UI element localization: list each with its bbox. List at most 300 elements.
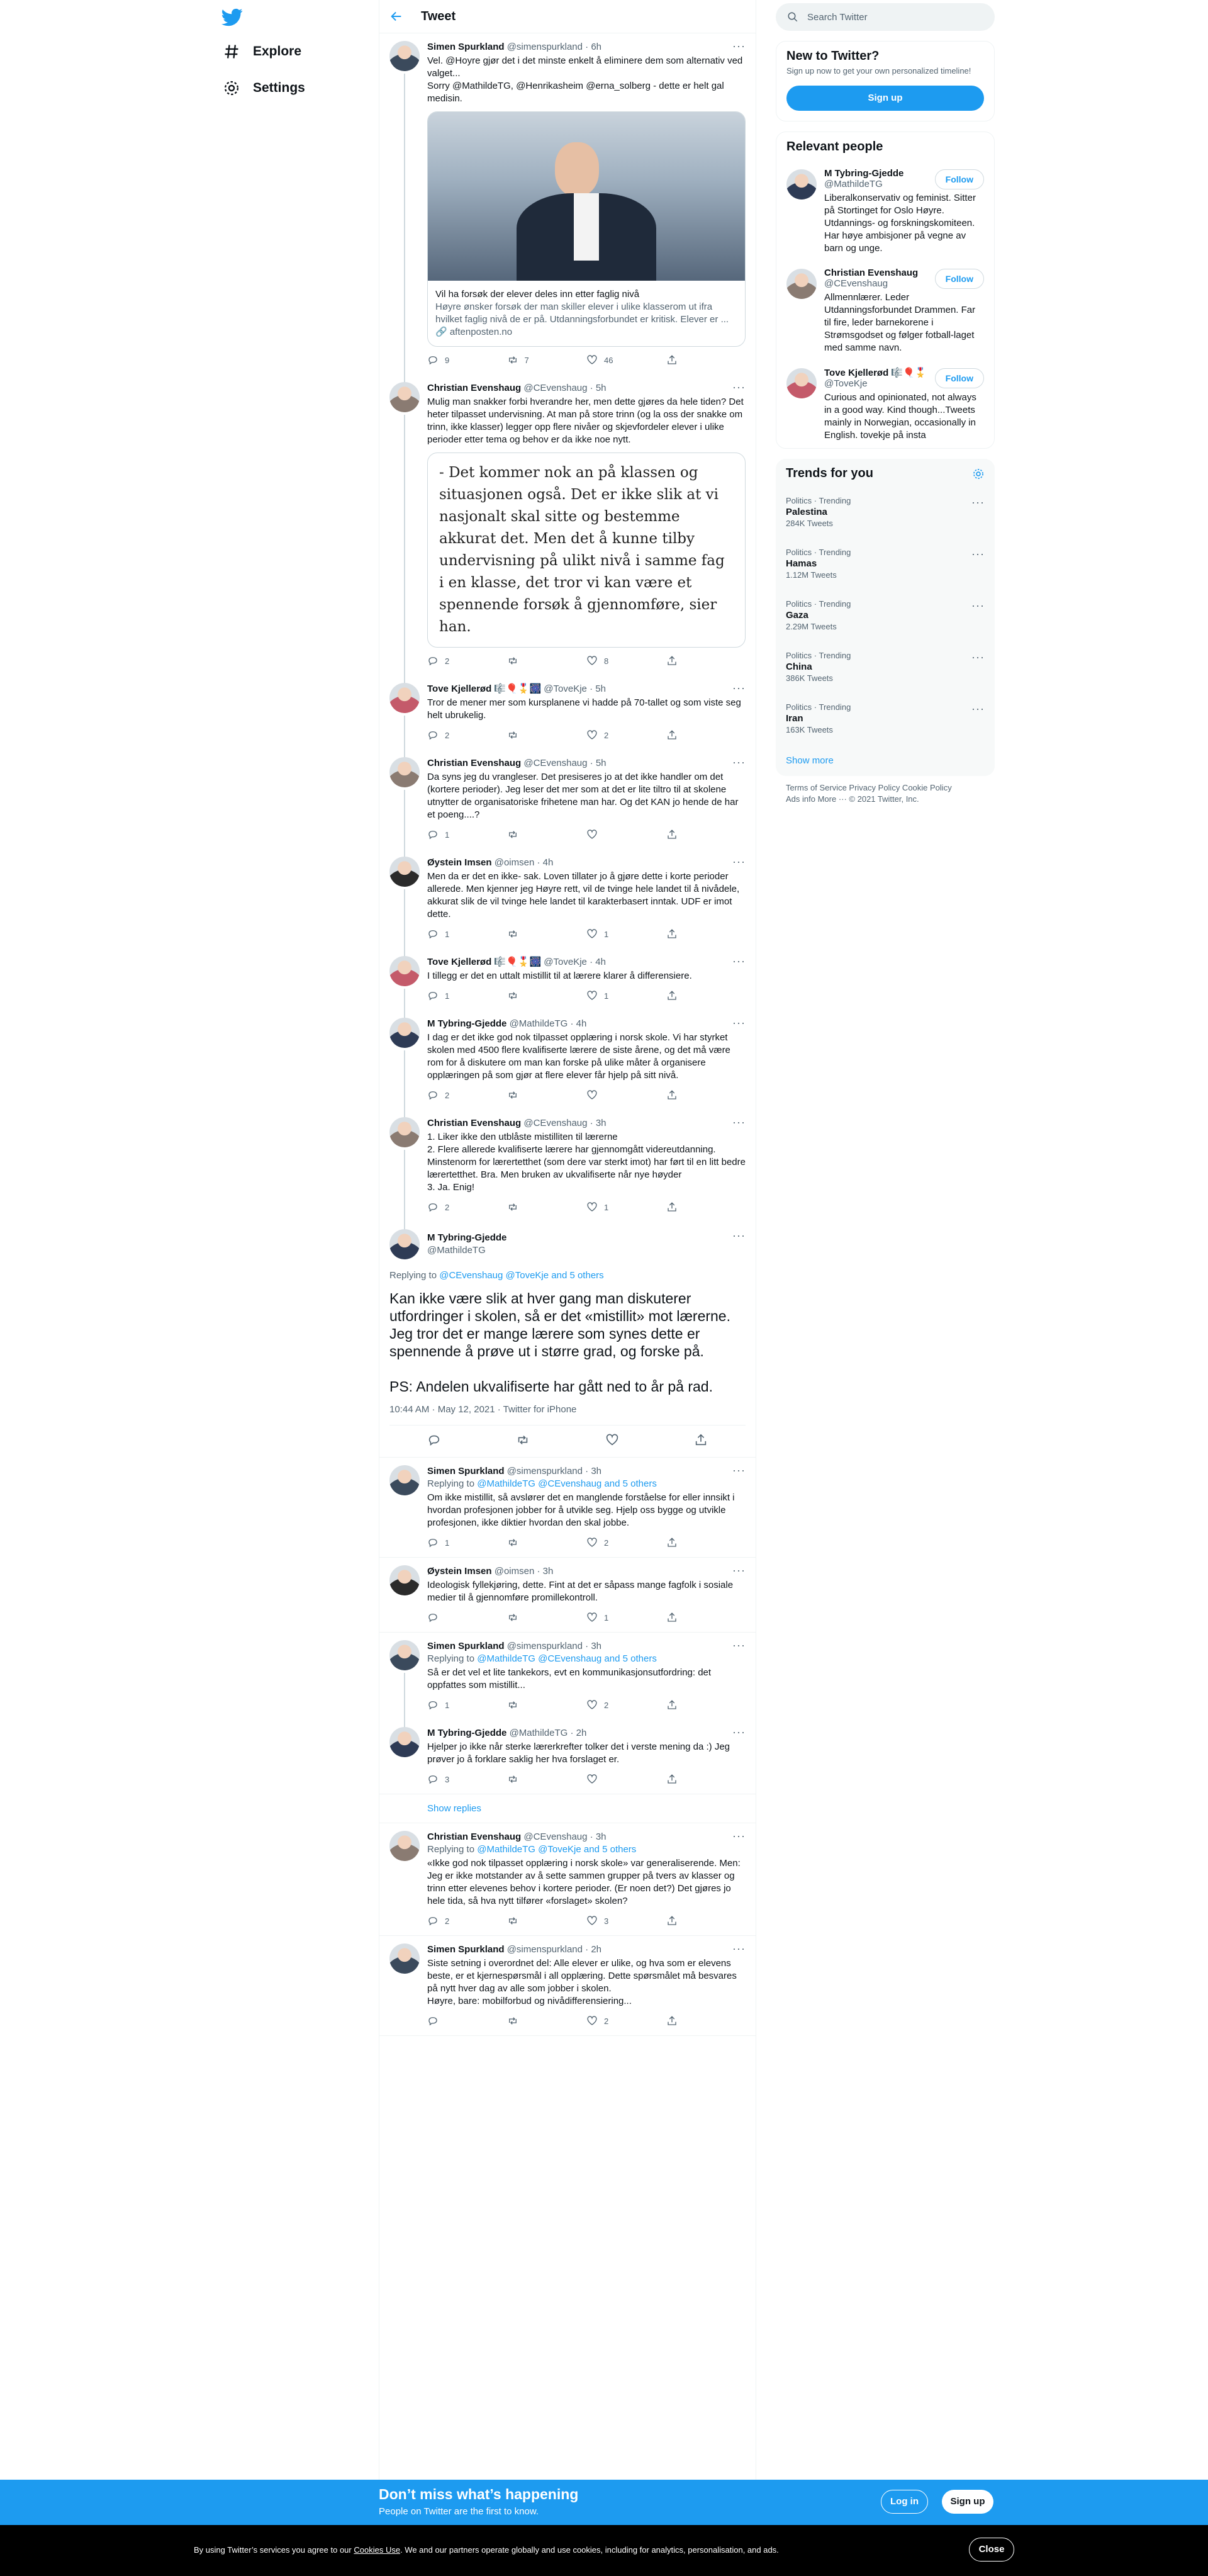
like-button[interactable] xyxy=(586,1201,666,1213)
relevant-people-box xyxy=(776,132,995,449)
like-count: 3 xyxy=(604,1916,609,1926)
retweet-button[interactable] xyxy=(507,655,587,666)
person-bio: Liberalkonservativ og feminist. Sitter på Stortinget for Oslo Høyre. Utdannings- og forskningskomiteen. Har høye ambisjoner på vegne av barn og unge. xyxy=(824,193,976,254)
retweet-icon xyxy=(507,1612,518,1623)
reply-count: 2 xyxy=(445,730,450,740)
replying-to: Replying to @CEvenshaug @ToveKje and 5 others xyxy=(389,1270,604,1281)
tweet-actions xyxy=(427,1607,746,1628)
gear-icon xyxy=(223,79,240,97)
reply-button[interactable] xyxy=(427,829,507,840)
tweet-time[interactable]: · 3h xyxy=(590,1118,607,1128)
share-button[interactable] xyxy=(666,729,746,741)
reply-icon xyxy=(427,1699,439,1711)
retweet-button[interactable] xyxy=(507,928,587,940)
share-button[interactable] xyxy=(666,2015,746,2027)
header xyxy=(379,0,756,33)
retweet-icon xyxy=(507,1774,518,1785)
like-button[interactable] xyxy=(586,1915,666,1926)
relevant-person[interactable] xyxy=(776,361,994,448)
like-icon xyxy=(586,928,598,940)
nav-settings[interactable] xyxy=(214,72,365,104)
nav-explore[interactable] xyxy=(214,35,365,68)
reply-count: 1 xyxy=(445,991,450,1001)
tweet-actions xyxy=(427,824,746,845)
like-icon xyxy=(586,729,598,741)
more-icon[interactable]: ··· xyxy=(732,40,746,52)
retweet-icon xyxy=(507,354,518,366)
reply-count: 2 xyxy=(445,1202,450,1212)
retweet-button[interactable] xyxy=(507,1915,587,1926)
person-name[interactable]: M Tybring-Gjedde xyxy=(824,168,904,179)
avatar[interactable] xyxy=(389,1229,420,1259)
share-button[interactable] xyxy=(666,1089,746,1101)
share-button[interactable] xyxy=(666,928,746,940)
link-card[interactable] xyxy=(427,111,746,347)
tweet-handle: @simenspurkland xyxy=(506,1466,583,1476)
nav-settings-label: Settings xyxy=(253,81,305,95)
tweet[interactable] xyxy=(379,1010,756,1110)
like-icon xyxy=(586,990,598,1001)
cookie-link[interactable]: Cookies Use xyxy=(354,2545,401,2555)
more-icon[interactable]: ··· xyxy=(732,855,746,868)
tweet-author[interactable]: Simen Spurkland xyxy=(427,42,505,52)
reply-button[interactable] xyxy=(427,928,507,940)
reply-button[interactable] xyxy=(427,729,507,741)
tweet-author[interactable]: Christian Evenshaug xyxy=(427,758,522,768)
trend-count: 1.12M Tweets xyxy=(786,570,837,580)
tweet-handle: @ToveKje xyxy=(544,683,587,694)
trend-name: Gaza xyxy=(786,610,808,621)
tweet-text: 1. Liker ikke den utblåste mistilliten til lærerne 2. Flere allerede kvalifiserte lærere har gjennomgått videreutdanning. Minstenorm for lærertetthet (som dere var sterkt imot) har ført til en litt bedre lærertetthet. Bra. Men bruken av ukvalifiserte når nye høyder 3. Ja. Enig! xyxy=(427,1132,746,1193)
tweet-text: I tillegg er det en uttalt mistillit til at lærere klarer å differensiere. xyxy=(427,970,692,981)
more-icon[interactable]: ··· xyxy=(732,381,746,393)
avatar[interactable] xyxy=(389,857,420,887)
share-button[interactable] xyxy=(666,829,746,840)
replying-to: Replying to @MathildeTG @ToveKje and 5 others xyxy=(427,1844,637,1855)
tweet-author[interactable]: Øystein Imsen xyxy=(427,857,492,868)
show-replies-link[interactable]: Show replies xyxy=(379,1794,756,1823)
share-button[interactable] xyxy=(666,655,746,666)
tweet-handle: @CEvenshaug xyxy=(523,758,588,768)
share-button[interactable] xyxy=(666,990,746,1001)
retweet-button[interactable] xyxy=(507,1201,587,1213)
more-icon[interactable]: ··· xyxy=(732,1942,746,1955)
reply-count: 1 xyxy=(445,1700,450,1710)
person-handle: @MathildeTG xyxy=(824,179,883,189)
like-icon xyxy=(586,1537,598,1548)
reply-icon xyxy=(427,1089,439,1101)
settings-gear-icon[interactable] xyxy=(972,468,985,480)
like-button[interactable] xyxy=(586,1537,666,1548)
follow-button[interactable]: Follow xyxy=(935,169,984,189)
reply-button[interactable] xyxy=(427,354,507,366)
tweet-time[interactable]: · 3h xyxy=(585,1466,602,1476)
trends-box xyxy=(776,459,995,776)
reply-count: 3 xyxy=(445,1774,450,1784)
tweet-actions xyxy=(427,650,746,672)
tweet-actions xyxy=(427,1910,746,1932)
thread-line xyxy=(404,889,405,957)
avatar[interactable] xyxy=(389,1018,420,1048)
like-count: 2 xyxy=(604,1700,609,1710)
reply-button[interactable] xyxy=(427,1089,507,1101)
avatar[interactable] xyxy=(389,1465,420,1495)
follow-button[interactable]: Follow xyxy=(935,269,984,289)
like-count: 1 xyxy=(604,929,609,939)
avatar[interactable] xyxy=(389,1640,420,1670)
retweet-button[interactable] xyxy=(507,729,587,741)
main-like-button[interactable] xyxy=(605,1433,619,1450)
more-icon[interactable]: ··· xyxy=(732,1016,746,1029)
like-button[interactable] xyxy=(586,655,666,666)
reply-icon xyxy=(427,829,439,840)
reply-button[interactable] xyxy=(427,1774,507,1785)
share-button[interactable] xyxy=(666,1915,746,1926)
reply-button[interactable] xyxy=(427,1537,507,1548)
share-icon xyxy=(694,1433,708,1447)
reply-count: 9 xyxy=(445,355,450,365)
tweet-author[interactable]: Simen Spurkland xyxy=(427,1641,505,1651)
more-icon[interactable]: ··· xyxy=(971,496,985,509)
like-count: 2 xyxy=(604,2016,609,2026)
card-title: Vil ha forsøk der elever deles inn etter faglig nivå xyxy=(435,289,640,300)
tweet-text: «Ikke god nok tilpasset opplæring i norsk skole» var generaliserende. Men: Jeg er ikke motstander av å sette sammen grupper på tvers av klasser og trinn etter elevenes behov i kortere perioder. (Er noen det?) Det gjøres jo hele tida, så hva nytt tilfører «forslaget» skolen? xyxy=(427,1858,741,1906)
more-icon[interactable]: ··· xyxy=(732,955,746,967)
follow-button[interactable]: Follow xyxy=(935,368,984,388)
retweet-icon xyxy=(507,1201,518,1213)
cookie-close-button[interactable]: Close xyxy=(969,2538,1014,2562)
tweet-text: Hjelper jo ikke når sterke lærerkrefter tolker det i verste mening da :) Jeg prøver jo å forklare saklig her hva forslaget er. xyxy=(427,1741,730,1765)
person-name[interactable]: Tove Kjellerød 🎼🎈🎖️ xyxy=(824,368,927,378)
more-icon[interactable]: ··· xyxy=(732,1229,746,1242)
like-button[interactable] xyxy=(586,354,666,366)
trend-count: 163K Tweets xyxy=(786,725,833,734)
more-icon[interactable]: ··· xyxy=(732,1639,746,1651)
like-icon xyxy=(586,2015,598,2027)
tweet[interactable] xyxy=(379,675,756,750)
trend-item[interactable] xyxy=(776,488,995,540)
like-button[interactable] xyxy=(586,928,666,940)
main-share-button[interactable] xyxy=(694,1433,708,1450)
replying-to: Replying to @MathildeTG @CEvenshaug and 5 others xyxy=(427,1653,657,1664)
tweet[interactable] xyxy=(379,948,756,1010)
retweet-button[interactable] xyxy=(507,1612,587,1623)
tweet-actions xyxy=(427,985,746,1006)
more-icon[interactable]: ··· xyxy=(732,682,746,694)
avatar[interactable] xyxy=(389,382,420,412)
avatar[interactable] xyxy=(389,1565,420,1595)
replying-to-link[interactable]: @MathildeTG @ToveKje and 5 others xyxy=(477,1844,637,1855)
tweet-actions xyxy=(427,1084,746,1106)
sidebar-signup-button[interactable]: Sign up xyxy=(786,86,984,111)
share-button[interactable] xyxy=(666,1612,746,1623)
main-retweet-button[interactable] xyxy=(516,1433,530,1450)
like-button[interactable] xyxy=(586,1699,666,1711)
share-icon xyxy=(666,1915,678,1926)
reply-button[interactable] xyxy=(427,1612,507,1623)
share-button[interactable] xyxy=(666,1774,746,1785)
retweet-icon xyxy=(516,1433,530,1447)
tweet-actions xyxy=(427,1532,746,1553)
reply-icon xyxy=(427,354,439,366)
like-icon xyxy=(586,354,598,366)
reply-button[interactable] xyxy=(427,1699,507,1711)
share-icon xyxy=(666,655,678,666)
share-icon xyxy=(666,2015,678,2027)
retweet-icon xyxy=(507,1089,518,1101)
avatar[interactable] xyxy=(389,1831,420,1861)
tweet-text: Da syns jeg du vrangleser. Det presiseres jo at det ikke handler om det (kortere perioder). Jeg leser det mer som at det er lite tiltro til at skolene utnytter de organisatoriske frihetene man har. Og det KAN jo hende de har et poeng....? xyxy=(427,772,739,820)
more-icon[interactable]: ··· xyxy=(732,1830,746,1842)
like-button[interactable] xyxy=(586,1089,666,1101)
replying-to-link[interactable]: @MathildeTG @CEvenshaug and 5 others xyxy=(477,1478,657,1489)
tweet-handle: @oimsen xyxy=(494,1566,535,1577)
back-arrow-icon[interactable] xyxy=(389,9,403,23)
tweet-text: Ideologisk fyllekjøring, dette. Fint at det er såpass mange fagfolk i sosiale medier til å gjennomføre promillekontroll. xyxy=(427,1580,734,1603)
tweet[interactable] xyxy=(379,33,756,374)
tweet-actions xyxy=(427,1769,746,1790)
share-icon xyxy=(666,928,678,940)
tweet-author[interactable]: Christian Evenshaug xyxy=(427,1118,522,1128)
trend-name: Iran xyxy=(786,713,803,724)
retweet-button[interactable] xyxy=(507,1089,587,1101)
trend-category: Politics · Trending xyxy=(786,496,851,505)
share-icon xyxy=(666,990,678,1001)
more-icon[interactable]: ··· xyxy=(971,702,985,715)
reply-button[interactable] xyxy=(427,655,507,666)
reply-tweet[interactable] xyxy=(379,1823,756,1936)
reply-count: 1 xyxy=(445,929,450,939)
tweet-time[interactable]: · 4h xyxy=(537,857,554,868)
tweet-actions xyxy=(427,1694,746,1716)
more-icon[interactable]: ··· xyxy=(732,1564,746,1577)
search-placeholder: Search Twitter xyxy=(807,11,868,23)
quote-image[interactable]: - Det kommer nok an på klassen og situasjonen også. Det er ikke slik at vi nasjonalt skal sitte og bestemme akkurat det. Men det å kunne tilby undervisning på ulikt nivå i samme fag i en klasse, det tror vi kan være et spennende forsøk å gjennomføre, sier han. xyxy=(427,453,746,648)
share-button[interactable] xyxy=(666,1201,746,1213)
reply-icon xyxy=(427,1774,439,1785)
avatar[interactable] xyxy=(786,169,817,200)
tweet-time[interactable]: · 2h xyxy=(585,1944,602,1955)
like-icon xyxy=(586,1612,598,1623)
retweet-button[interactable] xyxy=(507,1774,587,1785)
like-icon xyxy=(586,1699,598,1711)
avatar[interactable] xyxy=(389,1117,420,1147)
tweet-handle: @CEvenshaug xyxy=(523,1831,588,1842)
person-bio: Curious and opinionated, not always in a good way. Kind though...Tweets mainly in Norwegian, occasionally in English. tovekje på insta xyxy=(824,392,976,441)
retweet-icon xyxy=(507,928,518,940)
retweet-button[interactable] xyxy=(507,990,587,1001)
tweet-time[interactable]: · 4h xyxy=(570,1018,587,1029)
tweet-time[interactable]: · 2h xyxy=(570,1728,587,1738)
tweet-author[interactable]: Christian Evenshaug xyxy=(427,1831,522,1842)
reply-tweet[interactable] xyxy=(379,1558,756,1633)
tweet-text: Vel. @Hoyre gjør det i det minste enkelt å eliminere dem som alternativ ved valget... Sorry @MathildeTG, @Henrikasheim @erna_solberg - dette er helt gal medisin. xyxy=(427,55,743,104)
trend-item[interactable] xyxy=(776,695,995,746)
share-icon xyxy=(666,1089,678,1101)
tweet-text: Om ikke mistillit, så avslører det en manglende forståelse for eller innsikt i hvordan profesjonen jobber for å utvikle seg. Hjelp oss bygge og utvikle profesjonen, ikke diktier hvordan den skal jobbe. xyxy=(427,1492,735,1528)
reply-count: 1 xyxy=(445,1538,450,1548)
tweet-text: Siste setning i overordnet del: Alle elever er ulike, og hva som er elevens beste, er et kjernespørsmål i all opplæring. Dette spørsmålet må besvares på nytt hver dag av alle som jobber i skolen. Høyre, bare: mobilforbud og nivådifferensiering... xyxy=(427,1958,737,2006)
cookie-text: By using Twitter’s services you agree to our Cookies Use. We and our partners operate globally and use cookies, including for analytics, personalisation, and ads. xyxy=(194,2545,779,2555)
thread-line xyxy=(404,790,405,858)
reply-icon xyxy=(427,2015,439,2027)
tweet-time[interactable]: · 3h xyxy=(590,1831,607,1842)
avatar[interactable] xyxy=(786,269,817,299)
retweet-button[interactable] xyxy=(507,2015,587,2027)
trend-name: Palestina xyxy=(786,507,827,517)
reply-button[interactable] xyxy=(427,2015,507,2027)
tweet-actions xyxy=(427,2010,746,2032)
tweet-author[interactable]: M Tybring-Gjedde xyxy=(427,1018,507,1029)
card-domain: 🔗 aftenposten.no xyxy=(435,327,513,337)
banner-subtitle: People on Twitter are the first to know. xyxy=(379,2506,539,2517)
page-title: Tweet xyxy=(421,9,456,23)
more-icon[interactable]: ··· xyxy=(732,1726,746,1738)
share-button[interactable] xyxy=(666,354,746,366)
more-icon[interactable]: ··· xyxy=(732,756,746,768)
tweet-time[interactable]: · 3h xyxy=(585,1641,602,1651)
reply-button[interactable] xyxy=(427,1915,507,1926)
hashtag-icon xyxy=(223,43,240,60)
avatar[interactable] xyxy=(389,1943,420,1974)
twitter-logo-icon[interactable] xyxy=(221,6,243,28)
tweet[interactable] xyxy=(379,750,756,849)
trend-category: Politics · Trending xyxy=(786,599,851,609)
tweet-time[interactable]: · 3h xyxy=(537,1566,554,1577)
retweet-button[interactable] xyxy=(507,1699,587,1711)
show-more-link[interactable]: Show more xyxy=(786,755,834,766)
share-icon xyxy=(666,1537,678,1548)
replying-to-link[interactable]: @MathildeTG @CEvenshaug and 5 others xyxy=(477,1653,657,1664)
reply-button[interactable] xyxy=(427,1201,507,1213)
like-icon xyxy=(586,655,598,666)
tweet-author[interactable]: M Tybring-Gjedde xyxy=(427,1728,507,1738)
tweet-time[interactable]: · 5h xyxy=(590,758,607,768)
person-handle: @CEvenshaug xyxy=(824,278,888,289)
reply-tweet[interactable] xyxy=(379,1936,756,2036)
reply-tweet[interactable] xyxy=(379,1719,756,1794)
person-name[interactable]: Christian Evenshaug xyxy=(824,267,919,278)
reply-count: 2 xyxy=(445,1916,450,1926)
more-icon[interactable]: ··· xyxy=(732,1464,746,1476)
main-reply-button[interactable] xyxy=(427,1433,441,1450)
reply-tweet[interactable] xyxy=(379,1458,756,1558)
avatar[interactable] xyxy=(786,368,817,398)
retweet-icon xyxy=(507,729,518,741)
avatar[interactable] xyxy=(389,757,420,787)
tweet-author[interactable]: Simen Spurkland xyxy=(427,1466,505,1476)
tweet-time[interactable]: · 6h xyxy=(585,42,602,52)
trend-item[interactable] xyxy=(776,643,995,695)
tweet[interactable] xyxy=(379,1110,756,1222)
like-button[interactable] xyxy=(586,729,666,741)
footer-links[interactable]: Terms of Service Privacy Policy Cookie Policy Ads info More ··· © 2021 Twitter, Inc. xyxy=(786,783,952,804)
tweet-handle: @MathildeTG xyxy=(509,1018,568,1029)
more-icon[interactable]: ··· xyxy=(971,599,985,612)
relevant-person[interactable] xyxy=(776,162,994,261)
trend-category: Politics · Trending xyxy=(786,651,851,660)
like-button[interactable] xyxy=(586,990,666,1001)
share-icon xyxy=(666,1612,678,1623)
share-icon xyxy=(666,354,678,366)
avatar[interactable] xyxy=(389,41,420,71)
tweet-handle: @CEvenshaug xyxy=(523,1118,588,1128)
tweet-handle: @simenspurkland xyxy=(506,42,583,52)
like-button[interactable] xyxy=(586,1612,666,1623)
trend-name: China xyxy=(786,661,812,672)
retweet-button[interactable] xyxy=(507,1537,587,1548)
like-icon xyxy=(586,1915,598,1926)
tweet[interactable] xyxy=(379,374,756,675)
reply-tweet[interactable] xyxy=(379,1633,756,1719)
search-input[interactable] xyxy=(776,3,995,31)
reply-button[interactable] xyxy=(427,990,507,1001)
avatar[interactable] xyxy=(389,683,420,713)
timeline-column xyxy=(379,0,756,2480)
banner-login-button[interactable]: Log in xyxy=(881,2490,928,2514)
main-actions xyxy=(389,1426,746,1457)
tweet-time[interactable]: · 5h xyxy=(590,683,606,694)
tweet-time[interactable]: · 4h xyxy=(590,957,606,967)
trend-item[interactable] xyxy=(776,592,995,643)
more-icon[interactable]: ··· xyxy=(732,1116,746,1128)
new-to-twitter-box xyxy=(776,41,995,121)
retweet-icon xyxy=(507,1915,518,1926)
share-button[interactable] xyxy=(666,1699,746,1711)
like-button[interactable] xyxy=(586,2015,666,2027)
main-author[interactable]: M Tybring-Gjedde xyxy=(427,1232,507,1243)
more-icon[interactable]: ··· xyxy=(971,548,985,560)
main-date[interactable]: 10:44 AM · May 12, 2021 · Twitter for iPhone xyxy=(389,1395,746,1426)
reply-icon xyxy=(427,1537,439,1548)
reply-icon xyxy=(427,655,439,666)
tweet-author[interactable]: Tove Kjellerød 🎼🎈🎖️🎆 xyxy=(427,957,542,967)
avatar[interactable] xyxy=(389,1727,420,1757)
reply-icon xyxy=(427,729,439,741)
tweet-author[interactable]: Øystein Imsen xyxy=(427,1566,492,1577)
replying-to-link[interactable]: @CEvenshaug @ToveKje and 5 others xyxy=(439,1270,604,1281)
retweet-count: 7 xyxy=(524,355,529,365)
trend-item[interactable] xyxy=(776,540,995,592)
retweet-button[interactable] xyxy=(507,354,587,366)
trend-count: 284K Tweets xyxy=(786,519,833,528)
banner-signup-button[interactable]: Sign up xyxy=(942,2490,993,2514)
tweet-author[interactable]: Christian Evenshaug xyxy=(427,383,522,393)
tweet-author[interactable]: Tove Kjellerød 🎼🎈🎖️🎆 xyxy=(427,683,542,694)
tweet-actions xyxy=(427,724,746,746)
tweet-time[interactable]: · 5h xyxy=(590,383,607,393)
like-count: 2 xyxy=(604,730,609,740)
reply-icon xyxy=(427,1915,439,1926)
like-button[interactable] xyxy=(586,829,666,840)
tweet-author[interactable]: Simen Spurkland xyxy=(427,1944,505,1955)
trend-name: Hamas xyxy=(786,558,817,569)
share-icon xyxy=(666,1201,678,1213)
like-button[interactable] xyxy=(586,1774,666,1785)
trend-category: Politics · Trending xyxy=(786,702,851,712)
share-button[interactable] xyxy=(666,1537,746,1548)
banner-title: Don’t miss what’s happening xyxy=(379,2486,579,2502)
retweet-button[interactable] xyxy=(507,829,587,840)
tweet[interactable] xyxy=(379,849,756,948)
share-icon xyxy=(666,1774,678,1785)
more-icon[interactable]: ··· xyxy=(971,651,985,663)
retweet-icon xyxy=(507,990,518,1001)
relevant-person[interactable] xyxy=(776,261,994,361)
like-icon xyxy=(586,1774,598,1785)
like-icon xyxy=(586,1089,598,1101)
avatar[interactable] xyxy=(389,956,420,986)
